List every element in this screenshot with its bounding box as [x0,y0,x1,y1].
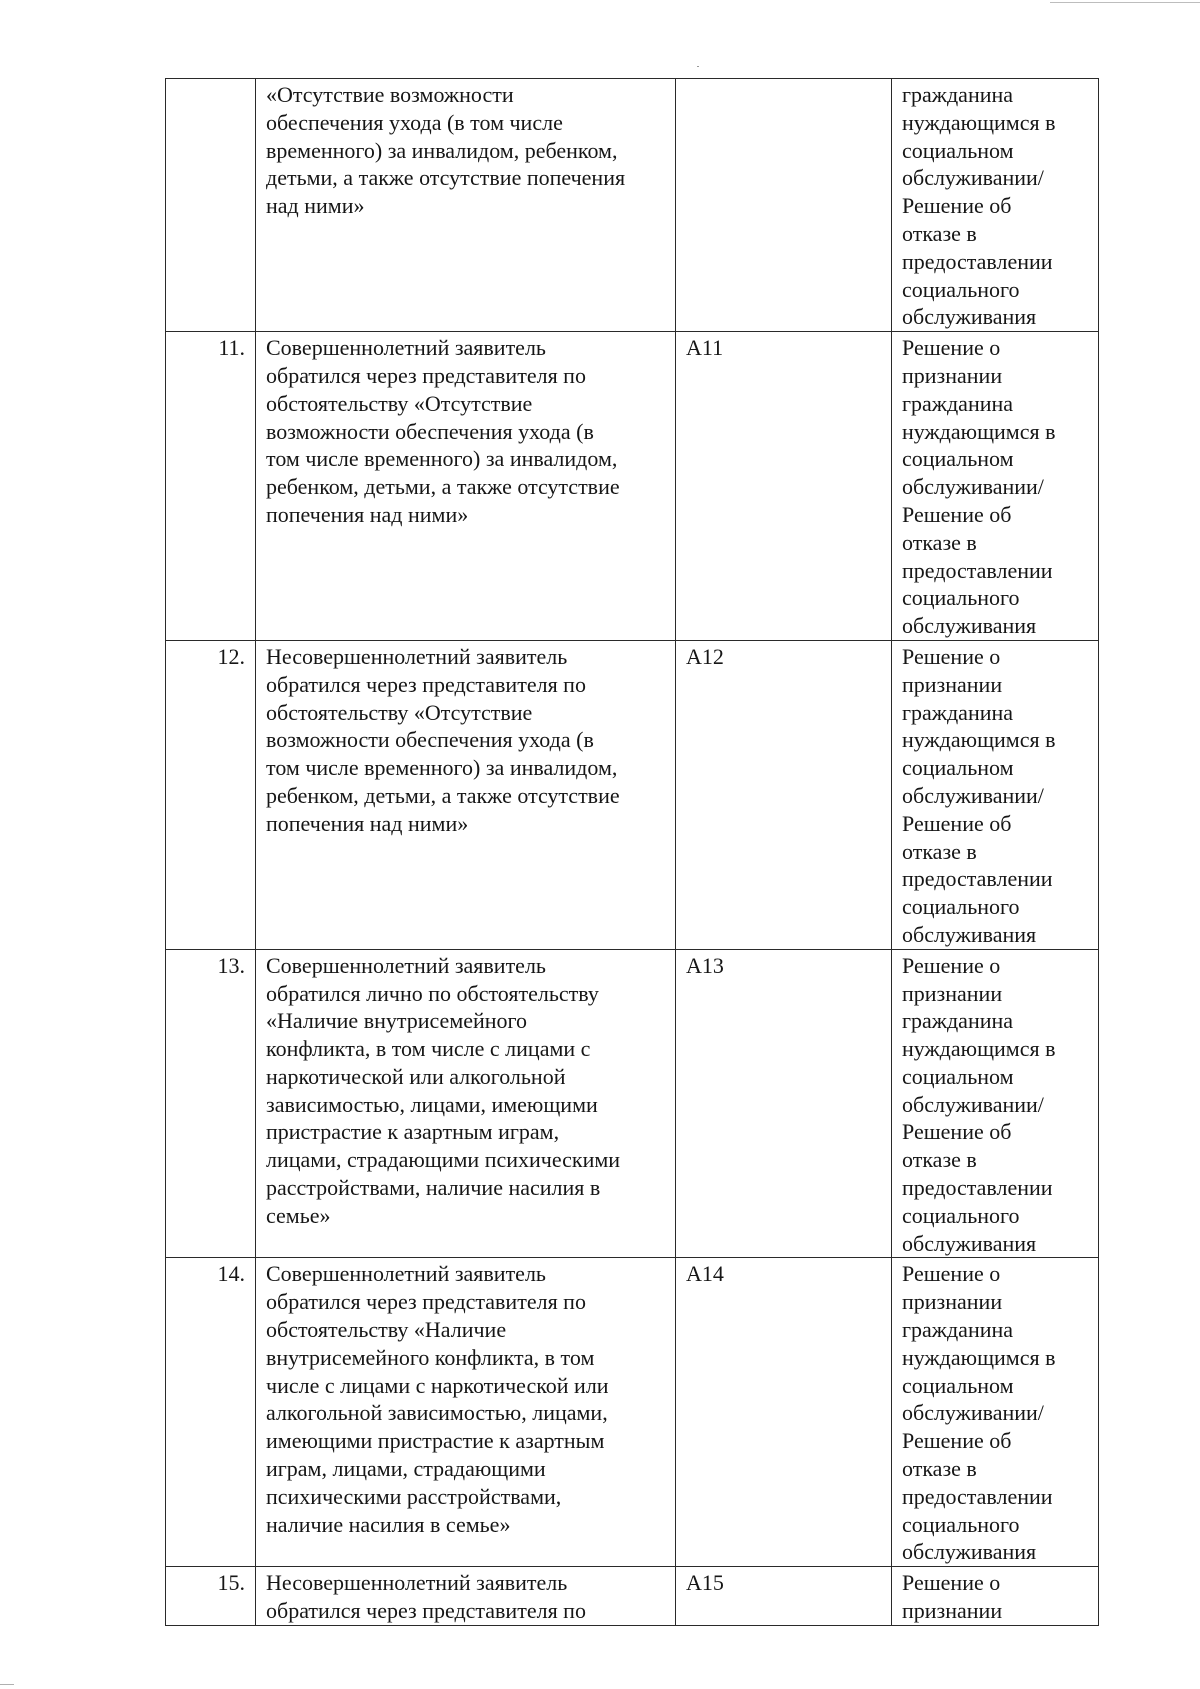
table-row [166,949,1099,1258]
variant-code-cell: А11 [676,332,892,641]
row-number-cell: 14. [166,1258,256,1567]
description-cell: Совершеннолетний заявитель обратился лично по обстоятельству «Наличие внутрисемейного конфликта, в том числе с лицами с наркотической или алкогольной зависимостью, лицами, имеющими пристрастие к азартным играм, лицами, страдающими психическими расстройствами, наличие насилия в семье» [256,949,676,1258]
variant-code-cell: А14 [676,1258,892,1567]
description-cell: Несовершеннолетний заявитель обратился через представителя по [256,1567,676,1626]
variant-code-cell [676,79,892,332]
result-cell: Решение о признании [892,1567,1099,1626]
table-row [166,332,1099,641]
result-cell: Решение о признании гражданина нуждающимся в социальном обслуживании/ Решение об отказе в предоставлении социального обслуживания [892,332,1099,641]
scan-speck [697,66,699,67]
table-row [166,1567,1099,1626]
result-cell: Решение о признании гражданина нуждающимся в социальном обслуживании/ Решение об отказе в предоставлении социального обслуживания [892,640,1099,949]
table-row [166,79,1099,332]
row-number-cell: 12. [166,640,256,949]
description-cell: Несовершеннолетний заявитель обратился через представителя по обстоятельству «Отсутствие возможности обеспечения ухода (в том числе временного) за инвалидом, ребенком, детьми, а также отсутствие попечения над ними» [256,640,676,949]
table-row [166,1258,1099,1567]
result-cell: Решение о признании гражданина нуждающимся в социальном обслуживании/ Решение об отказе в предоставлении социального обслуживания [892,1258,1099,1567]
description-cell: Совершеннолетний заявитель обратился через представителя по обстоятельству «Наличие внутрисемейного конфликта, в том числе с лицами с наркотической или алкогольной зависимостью, лицами, имеющими пристрастие к азартным играм, лицами, страдающими психическими расстройствами, наличие насилия в семье» [256,1258,676,1567]
procedure-table [165,78,1099,1626]
row-number-cell: 15. [166,1567,256,1626]
scan-edge-artifact [1050,2,1200,3]
description-cell: Совершеннолетний заявитель обратился через представителя по обстоятельству «Отсутствие возможности обеспечения ухода (в том числе временного) за инвалидом, ребенком, детьми, а также отсутствие попечения над ними» [256,332,676,641]
scan-edge-artifact [0,1684,14,1685]
table-row [166,640,1099,949]
variant-code-cell: А12 [676,640,892,949]
result-cell: Решение о признании гражданина нуждающимся в социальном обслуживании/ Решение об отказе в предоставлении социального обслуживания [892,949,1099,1258]
row-number-cell: 11. [166,332,256,641]
variant-code-cell: А13 [676,949,892,1258]
row-number-cell [166,79,256,332]
variant-code-cell: А15 [676,1567,892,1626]
result-cell: гражданина нуждающимся в социальном обслуживании/ Решение об отказе в предоставлении социального обслуживания [892,79,1099,332]
description-cell: «Отсутствие возможности обеспечения ухода (в том числе временного) за инвалидом, ребенком, детьми, а также отсутствие попечения над ними» [256,79,676,332]
row-number-cell: 13. [166,949,256,1258]
